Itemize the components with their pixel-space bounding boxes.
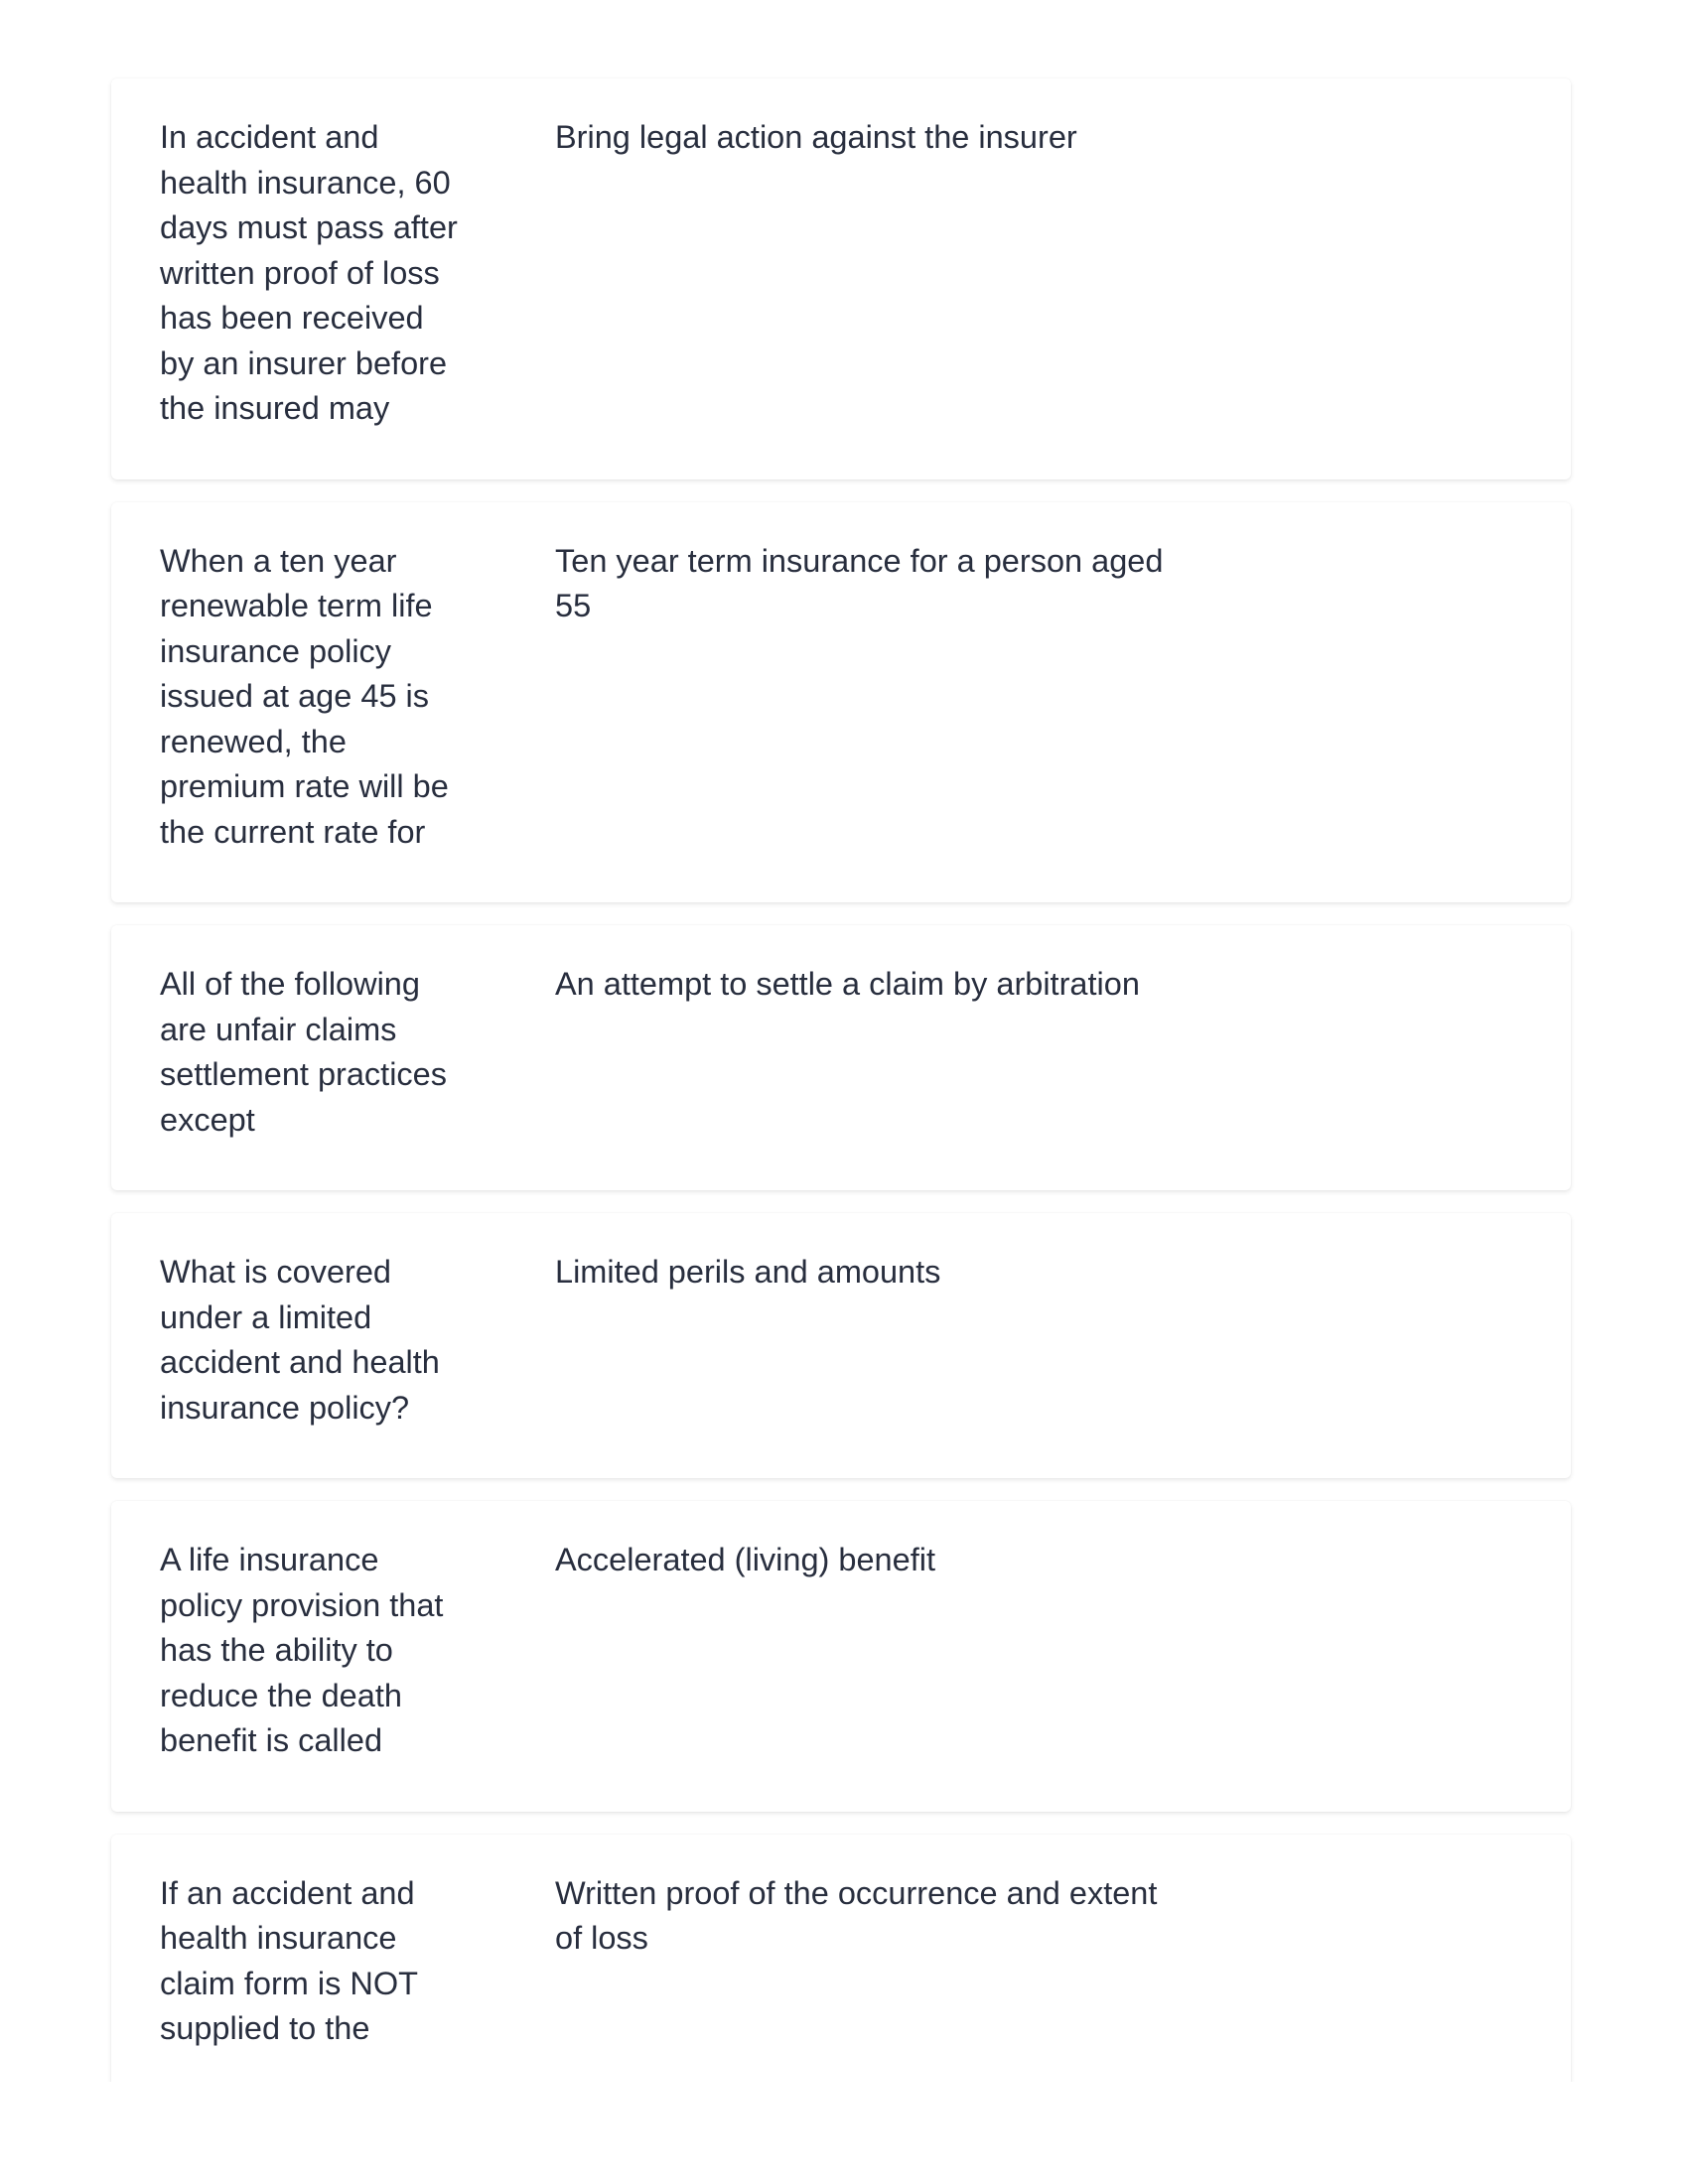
card-definition: Written proof of the occurrence and extent of loss xyxy=(555,1874,1158,1956)
card-definition: Limited perils and amounts xyxy=(555,1254,941,1290)
card-term: What is covered under a limited accident and health insurance policy? xyxy=(160,1254,440,1426)
flashcard xyxy=(111,925,1571,1190)
flashcard xyxy=(111,502,1571,903)
card-term: In accident and health insurance, 60 days must pass after written proof of loss has been received by an insurer before the insured may xyxy=(160,119,458,426)
flashcard xyxy=(111,1213,1571,1478)
flashcard xyxy=(111,1501,1571,1812)
card-term: When a ten year renewable term life insurance policy issued at age 45 is renewed, the premium rate will be the current rate for xyxy=(160,542,449,850)
card-term: A life insurance policy provision that has the ability to reduce the death benefit is called xyxy=(160,1542,444,1758)
flashcard xyxy=(111,78,1571,479)
card-definition: Ten year term insurance for a person aged 55 xyxy=(555,542,1164,623)
card-definition: Bring legal action against the insurer xyxy=(555,119,1077,155)
card-term: All of the following are unfair claims settlement practices except xyxy=(160,966,448,1138)
card-definition: An attempt to settle a claim by arbitration xyxy=(555,966,1140,1002)
card-definition: Accelerated (living) benefit xyxy=(555,1542,935,1577)
card-term: If an accident and health insurance claim form is NOT supplied to the xyxy=(160,1874,418,2046)
flashcard-list xyxy=(111,78,1571,2082)
flashcard xyxy=(111,1835,1571,2083)
